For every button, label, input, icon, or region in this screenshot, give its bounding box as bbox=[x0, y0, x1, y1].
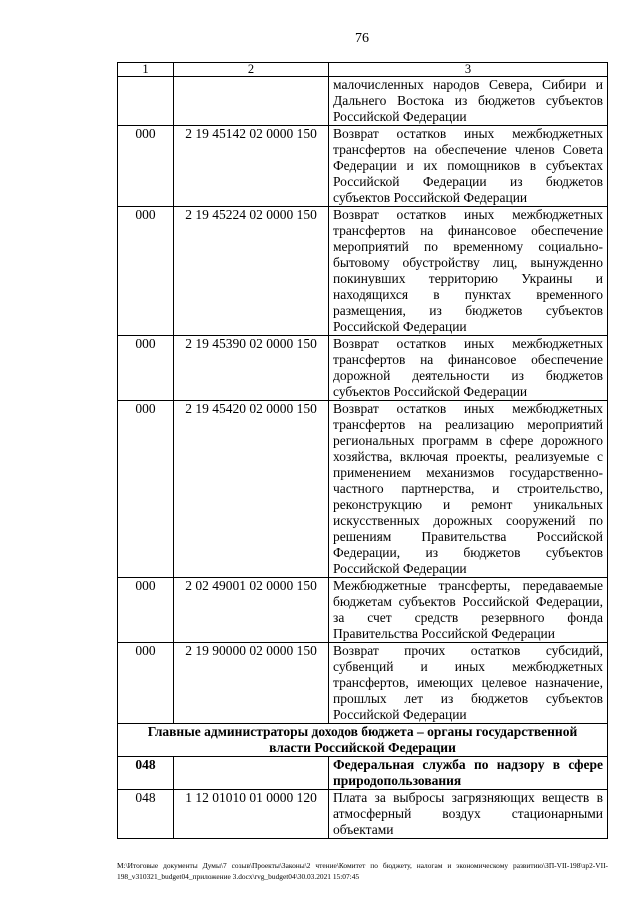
description-line: мероприятий по временному социально- bbox=[333, 239, 603, 254]
description-line: хозяйства, включая проекты, реализуемые с bbox=[333, 449, 603, 464]
revenue-administrators-table bbox=[117, 62, 608, 839]
description-line: искусственных дорожных сооружений по bbox=[333, 513, 603, 528]
code-cell: 000 bbox=[118, 401, 174, 578]
description-line: Российской Федерации bbox=[333, 561, 467, 576]
table-row bbox=[118, 757, 608, 790]
description-cell bbox=[329, 790, 608, 839]
description-line: Возврат остатков иных межбюджетных bbox=[333, 336, 603, 351]
description-line: бюджетам субъектов Российской Федерации, bbox=[333, 594, 603, 609]
table-row bbox=[118, 126, 608, 207]
code-cell: 048 bbox=[118, 757, 174, 790]
description-line: малочисленных народов Севера, Сибири и bbox=[333, 77, 603, 92]
code-cell: 000 bbox=[118, 578, 174, 643]
description-line: объектами bbox=[333, 822, 394, 837]
kbk-cell bbox=[174, 77, 329, 126]
description-line: размещения, из бюджетов субъектов bbox=[333, 303, 603, 318]
column-header-3: 3 bbox=[329, 63, 608, 77]
description-line: трансфертов на обеспечение членов Совета bbox=[333, 142, 603, 157]
kbk-cell: 2 19 45224 02 0000 150 bbox=[174, 207, 329, 336]
description-line: Российской Федерации bbox=[333, 707, 467, 722]
description-line: Российской Федерации bbox=[333, 319, 467, 334]
description-line: трансфертов на финансовое обеспечение bbox=[333, 352, 603, 367]
table-row bbox=[118, 207, 608, 336]
code-cell: 000 bbox=[118, 336, 174, 401]
description-line: атмосферный воздух стационарными bbox=[333, 806, 603, 821]
table-row bbox=[118, 790, 608, 839]
table-row bbox=[118, 77, 608, 126]
table-row bbox=[118, 578, 608, 643]
description-cell bbox=[329, 77, 608, 126]
description-line: Федерации и их помощников в субъектах bbox=[333, 158, 603, 173]
description-line: бытовому обустройству лиц, вынужденно bbox=[333, 255, 603, 270]
column-header-2: 2 bbox=[174, 63, 329, 77]
description-line: субъектов Российской Федерации bbox=[333, 190, 528, 205]
description-cell bbox=[329, 757, 608, 790]
description-line: реконструкцию и ремонт уникальных bbox=[333, 497, 603, 512]
description-line: субъектов Российской Федерации bbox=[333, 384, 528, 399]
description-line: трансфертов на реализацию мероприятий bbox=[333, 417, 603, 432]
code-cell bbox=[118, 77, 174, 126]
kbk-cell: 2 19 45420 02 0000 150 bbox=[174, 401, 329, 578]
description-cell bbox=[329, 207, 608, 336]
column-header-1: 1 bbox=[118, 63, 174, 77]
table-body bbox=[118, 63, 608, 839]
description-line: частного партнерства, и строительство, bbox=[333, 481, 603, 496]
code-cell: 000 bbox=[118, 643, 174, 724]
description-line: субвенций и иных межбюджетных bbox=[333, 659, 603, 674]
description-cell bbox=[329, 578, 608, 643]
file-path-footer bbox=[117, 860, 608, 882]
table-row bbox=[118, 643, 608, 724]
description-line: покинувших территорию Украины и bbox=[333, 271, 603, 286]
description-line: Плата за выбросы загрязняющих веществ в bbox=[333, 790, 603, 805]
description-line: Возврат остатков иных межбюджетных bbox=[333, 207, 603, 222]
description-line: региональных программ в сфере дорожного bbox=[333, 433, 603, 448]
description-line: находящихся в пунктах временного bbox=[333, 287, 603, 302]
section-heading-line: Главные администраторы доходов бюджета – органы государственной bbox=[147, 724, 578, 739]
section-heading-cell bbox=[118, 724, 608, 757]
table-header-row bbox=[118, 63, 608, 77]
description-line: решениям Правительства Российской bbox=[333, 529, 603, 544]
kbk-cell: 2 19 90000 02 0000 150 bbox=[174, 643, 329, 724]
footer-line: 198_v310321_budget04_приложение 3.docx\rvg_budget04\30.03.2021 15:07:45 bbox=[117, 872, 360, 881]
table-row bbox=[118, 401, 608, 578]
description-line: трансфертов, имеющих целевое назначение, bbox=[333, 675, 603, 690]
table-row bbox=[118, 336, 608, 401]
description-line: Возврат прочих остатков субсидий, bbox=[333, 643, 603, 658]
kbk-cell: 2 02 49001 02 0000 150 bbox=[174, 578, 329, 643]
description-line: Российской Федерации из бюджетов bbox=[333, 174, 603, 189]
description-line: Федерации, из бюджетов субъектов bbox=[333, 545, 603, 560]
description-line: Правительства Российской Федерации bbox=[333, 626, 555, 641]
description-line: природопользования bbox=[333, 773, 462, 788]
code-cell: 048 bbox=[118, 790, 174, 839]
kbk-cell: 2 19 45390 02 0000 150 bbox=[174, 336, 329, 401]
description-line: дорожной деятельности из бюджетов bbox=[333, 368, 603, 383]
description-line: Российской Федерации bbox=[333, 109, 467, 124]
kbk-cell bbox=[174, 757, 329, 790]
section-heading-row bbox=[118, 724, 608, 757]
description-line: Возврат остатков иных межбюджетных bbox=[333, 401, 603, 416]
description-cell bbox=[329, 336, 608, 401]
description-line: трансфертов на финансовое обеспечение bbox=[333, 223, 603, 238]
description-cell bbox=[329, 401, 608, 578]
footer-line: M:\Итоговые документы Думы\7 созыв\Проекты\Законы\2 чтение\Комитет по бюджету, налогам и экономическому развитию\ЗП-VII-198\зр2-VII- bbox=[117, 861, 608, 870]
description-line: Межбюджетные трансферты, передаваемые bbox=[333, 578, 603, 593]
description-line: Федеральная служба по надзору в сфере bbox=[333, 757, 603, 772]
page-number: 76 bbox=[355, 31, 369, 46]
kbk-cell: 2 19 45142 02 0000 150 bbox=[174, 126, 329, 207]
description-cell bbox=[329, 643, 608, 724]
description-cell bbox=[329, 126, 608, 207]
description-line: прошлых лет из бюджетов субъектов bbox=[333, 691, 603, 706]
description-line: Возврат остатков иных межбюджетных bbox=[333, 126, 603, 141]
code-cell: 000 bbox=[118, 207, 174, 336]
code-cell: 000 bbox=[118, 126, 174, 207]
kbk-cell: 1 12 01010 01 0000 120 bbox=[174, 790, 329, 839]
description-line: за счет средств резервного фонда bbox=[333, 610, 603, 625]
description-line: применением механизмов государственно- bbox=[333, 465, 603, 480]
section-heading-line: власти Российской Федерации bbox=[269, 740, 456, 755]
description-line: Дальнего Востока из бюджетов субъектов bbox=[333, 93, 603, 108]
